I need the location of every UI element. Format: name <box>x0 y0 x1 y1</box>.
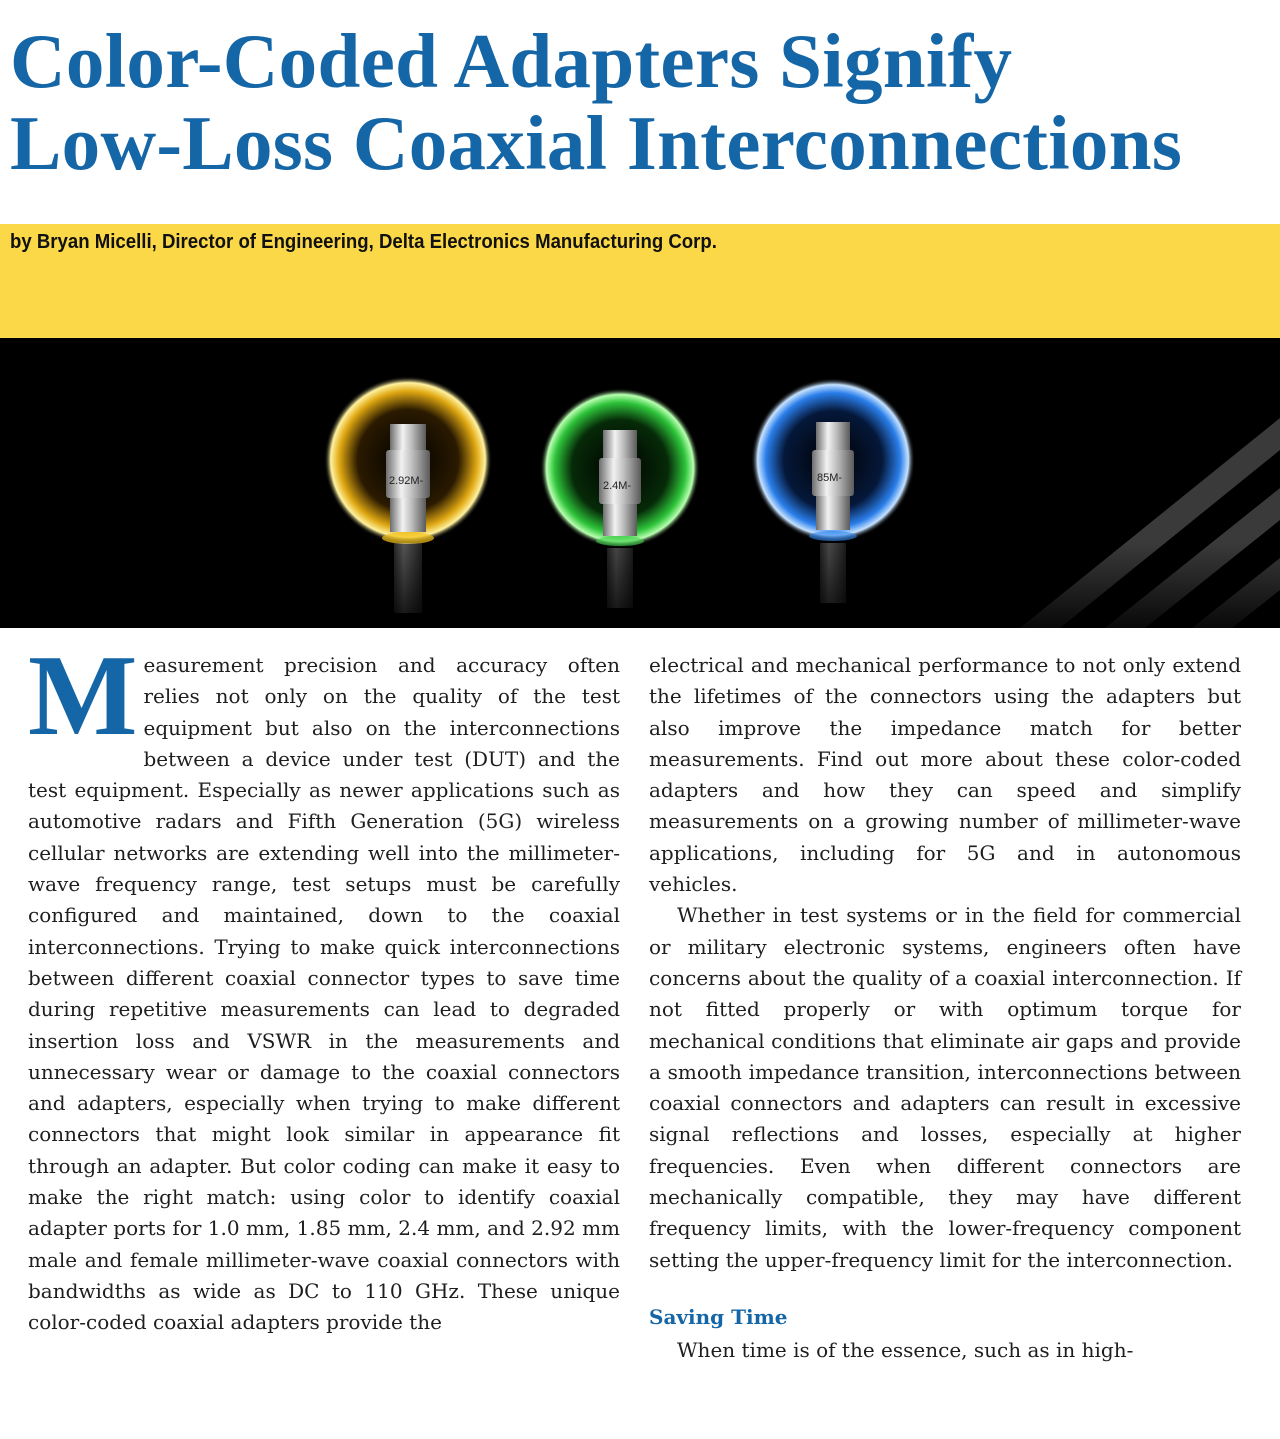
adapter-label-185: 85M- <box>817 472 843 484</box>
left-column <box>28 632 620 1339</box>
byline-band <box>0 224 1280 338</box>
paragraph-concerns: Whether in test systems or in the field for commercial or military electronic systems, engineers often have concerns about the quality of a coaxial interconnection. If not fitted properly or with optimum torque for mechanical conditions that eliminate air gaps and provide a smooth impedance transition, interconnections between coaxial connectors and adapters can result in excessive signal reflections and losses, especially at higher frequencies. Even when different connectors are mechanically compatible, they may have different frequency limits, with the lower-frequency component setting the upper-frequency limit for the interconnection. <box>649 903 1241 1272</box>
dropcap: M <box>28 632 138 760</box>
paragraph-continued: electrical and mechanical performance to not only extend the lifetimes of the connectors using the adapters but also improve the impedance match for better measurements. Find out more about these color-coded adapters and how they can speed and simplify measurements on a growing number of millimeter-wave applications, including for 5G and in autonomous vehicles. <box>649 653 1241 897</box>
intro-paragraph <box>28 632 620 1339</box>
right-column <box>649 650 1241 1366</box>
adapters-photo <box>0 338 1280 628</box>
adapter-label-292: 2.92M- <box>389 475 424 487</box>
title-line-1: Color-Coded Adapters Signify <box>10 18 1013 104</box>
article-title <box>10 20 1270 184</box>
adapter-label-24: 2.4M- <box>603 480 632 492</box>
byline: by Bryan Micelli, Director of Engineering, Delta Electronics Manufacturing Corp. <box>10 231 717 253</box>
section-heading: Saving Time <box>649 1304 788 1329</box>
paragraph-saving-time: When time is of the essence, such as in high- <box>677 1337 1134 1362</box>
intro-text: easurement precision and accuracy often relies not only on the quality of the test equipment but also on the interconnections between a device under test (DUT) and the test equipment. Especially as newer applications such as automotive radars and Fifth Generation (5G) wireless cellular networks are extending well into the millimeter-wave frequency range, test setups must be carefully configured and maintained, down to the coaxial interconnections. Trying to make quick interconnections between different coaxial connector types to save time during repetitive measurements can lead to degraded insertion loss and VSWR in the measurements and unnecessary wear or damage to the coaxial connectors and adapters, especially when trying to make different connectors that might look similar in appearance fit through an adapter. But color coding can make it easy to make the right match: using color to identify coaxial adapter ports for 1.0 mm, 1.85 mm, 2.4 mm, and 2.92 mm male and female millimeter-wave coaxial connectors with bandwidths as wide as DC to 110 GHz. These unique color-coded coaxial adapters provide the <box>28 653 620 1335</box>
title-line-2: Low-Loss Coaxial Interconnections <box>10 100 1183 186</box>
